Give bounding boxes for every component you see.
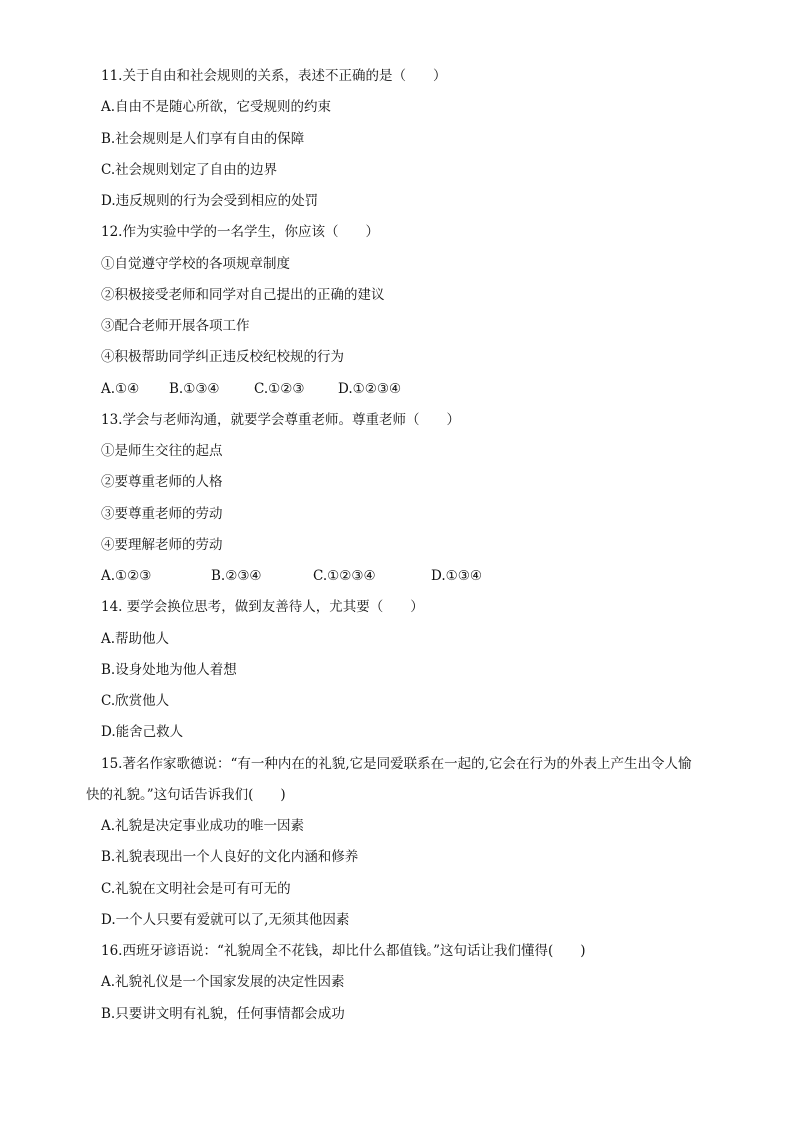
question-15-stem-line-1: 15.著名作家歌德说：“有一种内在的礼貌,它是同爱联系在一起的,它会在行为的外表上产生出令人愉 xyxy=(101,756,692,772)
question-13-options xyxy=(101,567,482,585)
question-12-stem: 12.作为实验中学的一名学生，你应该（ ） xyxy=(101,224,379,240)
question-13-statement-4: ④要理解老师的劳动 xyxy=(101,537,223,553)
question-11-option-d: D.违反规则的行为会受到相应的处罚 xyxy=(101,193,319,209)
question-11-option-a: A.自由不是随心所欲，它受规则的约束 xyxy=(101,99,332,115)
question-13-option-c: C.①②③④ xyxy=(313,568,376,584)
question-12-options xyxy=(101,380,401,398)
question-12-statement-3: ③配合老师开展各项工作 xyxy=(101,318,250,334)
question-13-statement-3: ③要尊重老师的劳动 xyxy=(101,506,223,522)
question-13-option-b: B.②③④ xyxy=(211,568,262,584)
question-15-option-d: D.一个人只要有爱就可以了,无须其他因素 xyxy=(101,912,350,928)
question-11-option-b: B.社会规则是人们享有自由的保障 xyxy=(101,131,305,147)
question-13-statement-1: ①是师生交往的起点 xyxy=(101,443,223,459)
question-15-option-a: A.礼貌是决定事业成功的唯一因素 xyxy=(101,818,305,834)
question-15-stem-line-2: 快的礼貌。”这句话告诉我们( ) xyxy=(86,787,286,803)
question-13-statement-2: ②要尊重老师的人格 xyxy=(101,474,223,490)
question-12-statement-2: ②积极接受老师和同学对自己提出的正确的建议 xyxy=(101,287,385,303)
question-16-option-a: A.礼貌礼仪是一个国家发展的决定性因素 xyxy=(101,974,345,990)
question-15-option-c: C.礼貌在文明社会是可有可无的 xyxy=(101,881,291,897)
question-12-statement-4: ④积极帮助同学纠正违反校纪校规的行为 xyxy=(101,349,344,365)
question-14-option-c: C.欣赏他人 xyxy=(101,693,170,709)
question-16-option-b: B.只要讲文明有礼貌，任何事情都会成功 xyxy=(101,1006,345,1022)
question-14-option-d: D.能舍己救人 xyxy=(101,724,184,740)
question-14-option-b: B.设身处地为他人着想 xyxy=(101,662,237,678)
question-14-option-a: A.帮助他人 xyxy=(101,631,170,647)
question-12-statement-1: ①自觉遵守学校的各项规章制度 xyxy=(101,256,290,272)
question-13-option-d: D.①③④ xyxy=(431,568,482,584)
question-12-option-b: B.①③④ xyxy=(169,381,220,397)
question-14-stem: 14. 要学会换位思考，做到友善待人，尤其要（ ） xyxy=(101,599,424,615)
question-12-option-a: A.①④ xyxy=(101,381,140,397)
question-13-option-a: A.①②③ xyxy=(101,568,152,584)
question-11-option-c: C.社会规则划定了自由的边界 xyxy=(101,162,278,178)
question-15-option-b: B.礼貌表现出一个人良好的文化内涵和修养 xyxy=(101,849,359,865)
question-11-stem: 11.关于自由和社会规则的关系，表述不正确的是（ ） xyxy=(101,68,447,84)
question-13-stem: 13.学会与老师沟通，就要学会尊重老师。尊重老师（ ） xyxy=(101,412,460,428)
question-12-option-d: D.①②③④ xyxy=(338,381,402,397)
question-12-option-c: C.①②③ xyxy=(254,381,305,397)
question-16-stem: 16.西班牙谚语说：“礼貌周全不花钱，却比什么都值钱。”这句话让我们懂得( ) xyxy=(101,943,586,959)
